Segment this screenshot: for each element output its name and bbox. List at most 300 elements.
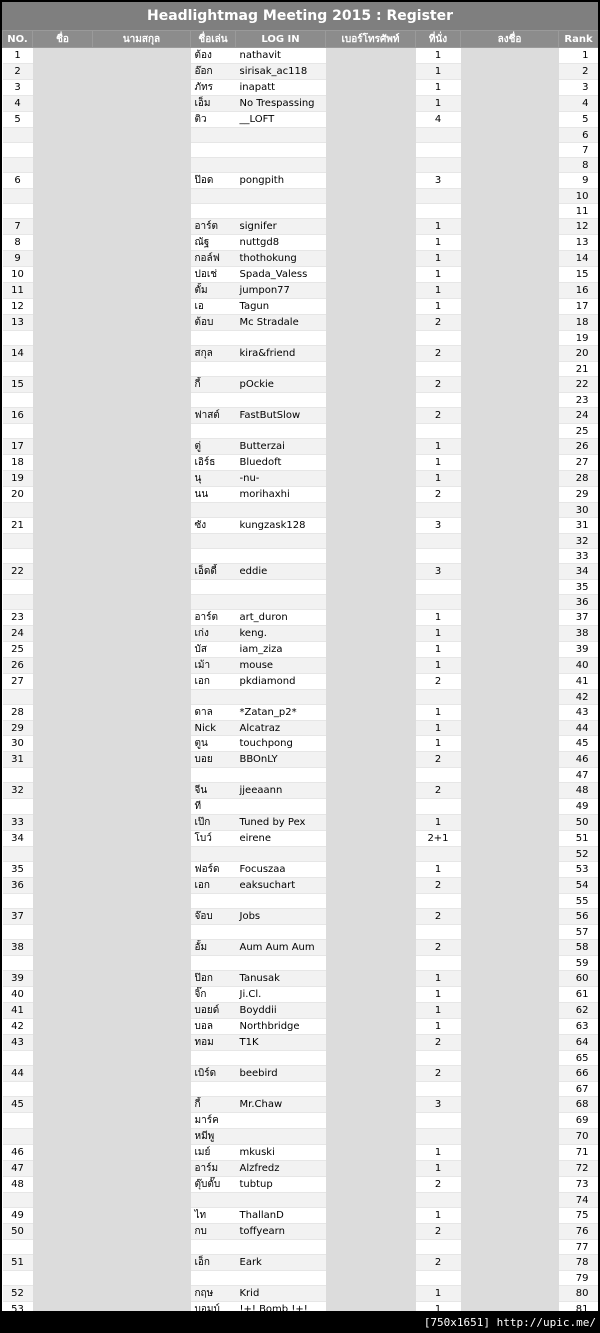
row-nickname: เอ็ก bbox=[191, 1255, 236, 1271]
row-seats: 1 bbox=[416, 251, 461, 267]
row-rank: 9 bbox=[559, 173, 599, 189]
table-row bbox=[3, 690, 599, 705]
row-login bbox=[236, 799, 326, 815]
row-nickname bbox=[191, 189, 236, 204]
row-seats bbox=[416, 580, 461, 595]
row-nickname: บอยด์ bbox=[191, 1003, 236, 1019]
row-phone bbox=[326, 1193, 416, 1208]
row-last-name bbox=[93, 455, 191, 471]
row-login: FastButSlow bbox=[236, 408, 326, 424]
row-no bbox=[3, 799, 33, 815]
table-row bbox=[3, 1066, 599, 1082]
table-row bbox=[3, 346, 599, 362]
row-no bbox=[3, 128, 33, 143]
row-last-name bbox=[93, 690, 191, 705]
row-first-name bbox=[33, 610, 93, 626]
row-no bbox=[3, 956, 33, 971]
row-phone bbox=[326, 610, 416, 626]
row-phone bbox=[326, 408, 416, 424]
row-login: Krid bbox=[236, 1286, 326, 1302]
row-phone bbox=[326, 564, 416, 580]
row-no: 49 bbox=[3, 1208, 33, 1224]
table-row bbox=[3, 393, 599, 408]
table-row bbox=[3, 940, 599, 956]
row-login: jumpon77 bbox=[236, 283, 326, 299]
row-signature bbox=[461, 752, 559, 768]
row-phone bbox=[326, 299, 416, 315]
row-login: eaksuchart bbox=[236, 878, 326, 894]
row-signature bbox=[461, 1161, 559, 1177]
row-signature bbox=[461, 971, 559, 987]
row-signature bbox=[461, 580, 559, 595]
row-rank: 62 bbox=[559, 1003, 599, 1019]
row-no: 22 bbox=[3, 564, 33, 580]
row-no: 47 bbox=[3, 1161, 33, 1177]
row-rank: 72 bbox=[559, 1161, 599, 1177]
row-nickname: เอก bbox=[191, 878, 236, 894]
row-first-name bbox=[33, 642, 93, 658]
row-no: 6 bbox=[3, 173, 33, 189]
row-signature bbox=[461, 1035, 559, 1051]
row-login bbox=[236, 956, 326, 971]
row-first-name bbox=[33, 204, 93, 219]
row-last-name bbox=[93, 956, 191, 971]
row-last-name bbox=[93, 721, 191, 736]
row-signature bbox=[461, 283, 559, 299]
row-signature bbox=[461, 362, 559, 377]
row-signature bbox=[461, 815, 559, 831]
row-last-name bbox=[93, 424, 191, 439]
row-login bbox=[236, 1271, 326, 1286]
row-seats: 3 bbox=[416, 1097, 461, 1113]
row-nickname: กบ bbox=[191, 1224, 236, 1240]
table-row bbox=[3, 219, 599, 235]
row-first-name bbox=[33, 455, 93, 471]
row-login bbox=[236, 595, 326, 610]
row-seats bbox=[416, 847, 461, 862]
row-phone bbox=[326, 1208, 416, 1224]
row-first-name bbox=[33, 1129, 93, 1145]
header-row bbox=[3, 31, 599, 48]
row-first-name bbox=[33, 940, 93, 956]
row-last-name bbox=[93, 987, 191, 1003]
row-last-name bbox=[93, 564, 191, 580]
row-seats bbox=[416, 503, 461, 518]
footer-text: [750x1651] http://upic.me/ bbox=[423, 1316, 596, 1329]
row-seats bbox=[416, 1082, 461, 1097]
row-rank: 41 bbox=[559, 674, 599, 690]
row-no bbox=[3, 580, 33, 595]
row-login bbox=[236, 1051, 326, 1066]
row-phone bbox=[326, 1161, 416, 1177]
row-rank: 33 bbox=[559, 549, 599, 564]
row-last-name bbox=[93, 1145, 191, 1161]
row-phone bbox=[326, 549, 416, 564]
row-no: 1 bbox=[3, 48, 33, 64]
row-rank: 24 bbox=[559, 408, 599, 424]
row-nickname: เก่ง bbox=[191, 626, 236, 642]
row-seats: 1 bbox=[416, 1161, 461, 1177]
row-login: sirisak_ac118 bbox=[236, 64, 326, 80]
row-last-name bbox=[93, 80, 191, 96]
row-last-name bbox=[93, 1082, 191, 1097]
row-no bbox=[3, 393, 33, 408]
row-last-name bbox=[93, 283, 191, 299]
row-first-name bbox=[33, 112, 93, 128]
row-login bbox=[236, 847, 326, 862]
table-row bbox=[3, 267, 599, 283]
row-first-name bbox=[33, 1286, 93, 1302]
row-rank: 78 bbox=[559, 1255, 599, 1271]
row-phone bbox=[326, 362, 416, 377]
table-row bbox=[3, 1177, 599, 1193]
table-row bbox=[3, 1208, 599, 1224]
row-signature bbox=[461, 80, 559, 96]
row-login bbox=[236, 925, 326, 940]
row-last-name bbox=[93, 1271, 191, 1286]
table-row bbox=[3, 143, 599, 158]
row-rank: 46 bbox=[559, 752, 599, 768]
header-no: NO. bbox=[3, 31, 33, 48]
row-phone bbox=[326, 173, 416, 189]
row-first-name bbox=[33, 658, 93, 674]
row-no bbox=[3, 1129, 33, 1145]
row-first-name bbox=[33, 1271, 93, 1286]
row-seats: 1 bbox=[416, 283, 461, 299]
row-login: keng. bbox=[236, 626, 326, 642]
row-signature bbox=[461, 1113, 559, 1129]
row-no: 14 bbox=[3, 346, 33, 362]
table-row bbox=[3, 768, 599, 783]
row-signature bbox=[461, 1019, 559, 1035]
table-row bbox=[3, 987, 599, 1003]
row-nickname bbox=[191, 158, 236, 173]
row-first-name bbox=[33, 987, 93, 1003]
table-row bbox=[3, 251, 599, 267]
row-signature bbox=[461, 518, 559, 534]
row-rank: 80 bbox=[559, 1286, 599, 1302]
row-seats: 1 bbox=[416, 987, 461, 1003]
table-row bbox=[3, 204, 599, 219]
row-seats: 2 bbox=[416, 1255, 461, 1271]
row-no: 32 bbox=[3, 783, 33, 799]
row-phone bbox=[326, 235, 416, 251]
row-seats: 1 bbox=[416, 48, 461, 64]
row-login: mouse bbox=[236, 658, 326, 674]
row-nickname: ตั้ม bbox=[191, 283, 236, 299]
row-rank: 57 bbox=[559, 925, 599, 940]
row-first-name bbox=[33, 346, 93, 362]
row-nickname bbox=[191, 1240, 236, 1255]
row-signature bbox=[461, 1051, 559, 1066]
row-phone bbox=[326, 1035, 416, 1051]
row-phone bbox=[326, 658, 416, 674]
table-row bbox=[3, 377, 599, 393]
row-seats: 2 bbox=[416, 752, 461, 768]
row-rank: 5 bbox=[559, 112, 599, 128]
table-row bbox=[3, 1193, 599, 1208]
row-seats: 2 bbox=[416, 1066, 461, 1082]
row-login: tubtup bbox=[236, 1177, 326, 1193]
row-seats bbox=[416, 158, 461, 173]
row-seats: 1 bbox=[416, 721, 461, 736]
row-seats: 1 bbox=[416, 658, 461, 674]
row-signature bbox=[461, 1302, 559, 1312]
row-seats: 1 bbox=[416, 1145, 461, 1161]
row-first-name bbox=[33, 235, 93, 251]
row-no bbox=[3, 534, 33, 549]
row-signature bbox=[461, 831, 559, 847]
row-no: 46 bbox=[3, 1145, 33, 1161]
row-phone bbox=[326, 783, 416, 799]
row-seats bbox=[416, 331, 461, 346]
row-no bbox=[3, 158, 33, 173]
table-row bbox=[3, 580, 599, 595]
row-rank: 52 bbox=[559, 847, 599, 862]
row-phone bbox=[326, 80, 416, 96]
row-first-name bbox=[33, 1224, 93, 1240]
row-first-name bbox=[33, 1177, 93, 1193]
row-login: Mc Stradale bbox=[236, 315, 326, 331]
row-phone bbox=[326, 267, 416, 283]
row-signature bbox=[461, 564, 559, 580]
row-signature bbox=[461, 377, 559, 393]
row-no: 53 bbox=[3, 1302, 33, 1312]
row-nickname: เมย์ bbox=[191, 1145, 236, 1161]
table-row bbox=[3, 1255, 599, 1271]
row-no: 19 bbox=[3, 471, 33, 487]
row-nickname bbox=[191, 1051, 236, 1066]
row-first-name bbox=[33, 690, 93, 705]
row-last-name bbox=[93, 940, 191, 956]
row-first-name bbox=[33, 518, 93, 534]
row-last-name bbox=[93, 1161, 191, 1177]
row-phone bbox=[326, 64, 416, 80]
row-login: Ji.Cl. bbox=[236, 987, 326, 1003]
row-first-name bbox=[33, 534, 93, 549]
row-signature bbox=[461, 1193, 559, 1208]
row-last-name bbox=[93, 487, 191, 503]
row-no: 48 bbox=[3, 1177, 33, 1193]
row-signature bbox=[461, 534, 559, 549]
row-last-name bbox=[93, 219, 191, 235]
row-nickname: ที bbox=[191, 799, 236, 815]
row-last-name bbox=[93, 1224, 191, 1240]
row-seats: 1 bbox=[416, 815, 461, 831]
row-no bbox=[3, 894, 33, 909]
row-rank: 81 bbox=[559, 1302, 599, 1312]
row-last-name bbox=[93, 96, 191, 112]
sheet-title: Headlightmag Meeting 2015 : Register bbox=[2, 2, 598, 30]
row-nickname: จีน bbox=[191, 783, 236, 799]
table-row bbox=[3, 1145, 599, 1161]
row-no: 38 bbox=[3, 940, 33, 956]
row-first-name bbox=[33, 64, 93, 80]
row-login: pOckie bbox=[236, 377, 326, 393]
row-login bbox=[236, 894, 326, 909]
row-seats bbox=[416, 1240, 461, 1255]
row-no: 9 bbox=[3, 251, 33, 267]
row-signature bbox=[461, 1145, 559, 1161]
table-row bbox=[3, 471, 599, 487]
row-last-name bbox=[93, 1035, 191, 1051]
table-row bbox=[3, 1051, 599, 1066]
row-rank: 14 bbox=[559, 251, 599, 267]
row-rank: 77 bbox=[559, 1240, 599, 1255]
row-seats: 1 bbox=[416, 610, 461, 626]
row-login: ThallanD bbox=[236, 1208, 326, 1224]
row-signature bbox=[461, 549, 559, 564]
row-signature bbox=[461, 768, 559, 783]
row-no bbox=[3, 424, 33, 439]
row-rank: 8 bbox=[559, 158, 599, 173]
row-nickname: นน bbox=[191, 487, 236, 503]
row-phone bbox=[326, 346, 416, 362]
row-first-name bbox=[33, 705, 93, 721]
row-nickname: ซัง bbox=[191, 518, 236, 534]
row-last-name bbox=[93, 1051, 191, 1066]
row-rank: 7 bbox=[559, 143, 599, 158]
row-login bbox=[236, 189, 326, 204]
row-rank: 35 bbox=[559, 580, 599, 595]
row-seats: 1 bbox=[416, 455, 461, 471]
row-last-name bbox=[93, 503, 191, 518]
row-first-name bbox=[33, 894, 93, 909]
row-first-name bbox=[33, 219, 93, 235]
row-phone bbox=[326, 1082, 416, 1097]
row-nickname: ตุ๊บตั๊บ bbox=[191, 1177, 236, 1193]
table-row bbox=[3, 971, 599, 987]
row-rank: 69 bbox=[559, 1113, 599, 1129]
row-phone bbox=[326, 736, 416, 752]
row-last-name bbox=[93, 158, 191, 173]
row-signature bbox=[461, 1255, 559, 1271]
row-rank: 45 bbox=[559, 736, 599, 752]
row-no: 11 bbox=[3, 283, 33, 299]
row-no bbox=[3, 1051, 33, 1066]
table-row bbox=[3, 658, 599, 674]
row-login bbox=[236, 690, 326, 705]
row-rank: 71 bbox=[559, 1145, 599, 1161]
row-login bbox=[236, 1082, 326, 1097]
row-seats bbox=[416, 143, 461, 158]
row-seats: 1 bbox=[416, 64, 461, 80]
row-seats: 3 bbox=[416, 518, 461, 534]
row-login bbox=[236, 580, 326, 595]
row-first-name bbox=[33, 96, 93, 112]
row-signature bbox=[461, 1003, 559, 1019]
row-login bbox=[236, 393, 326, 408]
row-rank: 36 bbox=[559, 595, 599, 610]
row-last-name bbox=[93, 658, 191, 674]
row-phone bbox=[326, 219, 416, 235]
row-signature bbox=[461, 940, 559, 956]
row-first-name bbox=[33, 580, 93, 595]
row-first-name bbox=[33, 189, 93, 204]
row-nickname: จ๊อบ bbox=[191, 909, 236, 925]
row-rank: 51 bbox=[559, 831, 599, 847]
row-no bbox=[3, 690, 33, 705]
table-row bbox=[3, 189, 599, 204]
row-no: 27 bbox=[3, 674, 33, 690]
table-row bbox=[3, 235, 599, 251]
row-nickname: จิ๊ก bbox=[191, 987, 236, 1003]
row-signature bbox=[461, 909, 559, 925]
table-row bbox=[3, 595, 599, 610]
row-seats bbox=[416, 768, 461, 783]
row-signature bbox=[461, 705, 559, 721]
row-nickname: เอิร์ธ bbox=[191, 455, 236, 471]
row-signature bbox=[461, 1082, 559, 1097]
row-seats: 4 bbox=[416, 112, 461, 128]
row-no: 44 bbox=[3, 1066, 33, 1082]
row-login: Jobs bbox=[236, 909, 326, 925]
row-login: Spada_Valess bbox=[236, 267, 326, 283]
row-no: 24 bbox=[3, 626, 33, 642]
row-first-name bbox=[33, 128, 93, 143]
table-row bbox=[3, 1113, 599, 1129]
row-first-name bbox=[33, 925, 93, 940]
row-no: 16 bbox=[3, 408, 33, 424]
row-last-name bbox=[93, 674, 191, 690]
header-phone: เบอร์โทรศัพท์ bbox=[326, 31, 416, 48]
row-last-name bbox=[93, 783, 191, 799]
row-last-name bbox=[93, 831, 191, 847]
row-no: 36 bbox=[3, 878, 33, 894]
row-nickname bbox=[191, 894, 236, 909]
row-rank: 68 bbox=[559, 1097, 599, 1113]
row-login bbox=[236, 204, 326, 219]
row-rank: 65 bbox=[559, 1051, 599, 1066]
row-last-name bbox=[93, 878, 191, 894]
row-no bbox=[3, 1193, 33, 1208]
row-first-name bbox=[33, 173, 93, 189]
row-first-name bbox=[33, 1035, 93, 1051]
register-table bbox=[2, 30, 598, 1311]
row-login: Focuszaa bbox=[236, 862, 326, 878]
row-login: Alcatraz bbox=[236, 721, 326, 736]
table-row bbox=[3, 642, 599, 658]
row-last-name bbox=[93, 189, 191, 204]
row-nickname bbox=[191, 331, 236, 346]
row-seats: 1 bbox=[416, 219, 461, 235]
row-rank: 10 bbox=[559, 189, 599, 204]
table-row bbox=[3, 705, 599, 721]
row-first-name bbox=[33, 1051, 93, 1066]
row-login: morihaxhi bbox=[236, 487, 326, 503]
row-login: nathavit bbox=[236, 48, 326, 64]
row-first-name bbox=[33, 815, 93, 831]
row-rank: 40 bbox=[559, 658, 599, 674]
table-row bbox=[3, 1240, 599, 1255]
row-login: pongpith bbox=[236, 173, 326, 189]
row-nickname: ฟอร์ด bbox=[191, 862, 236, 878]
row-last-name bbox=[93, 1097, 191, 1113]
row-login bbox=[236, 424, 326, 439]
row-last-name bbox=[93, 768, 191, 783]
row-phone bbox=[326, 940, 416, 956]
row-last-name bbox=[93, 752, 191, 768]
table-row bbox=[3, 1161, 599, 1177]
row-no bbox=[3, 204, 33, 219]
row-login bbox=[236, 362, 326, 377]
row-nickname: บอมบ์ bbox=[191, 1302, 236, 1312]
row-login bbox=[236, 534, 326, 549]
table-row bbox=[3, 487, 599, 503]
row-first-name bbox=[33, 251, 93, 267]
row-signature bbox=[461, 1224, 559, 1240]
row-signature bbox=[461, 1240, 559, 1255]
